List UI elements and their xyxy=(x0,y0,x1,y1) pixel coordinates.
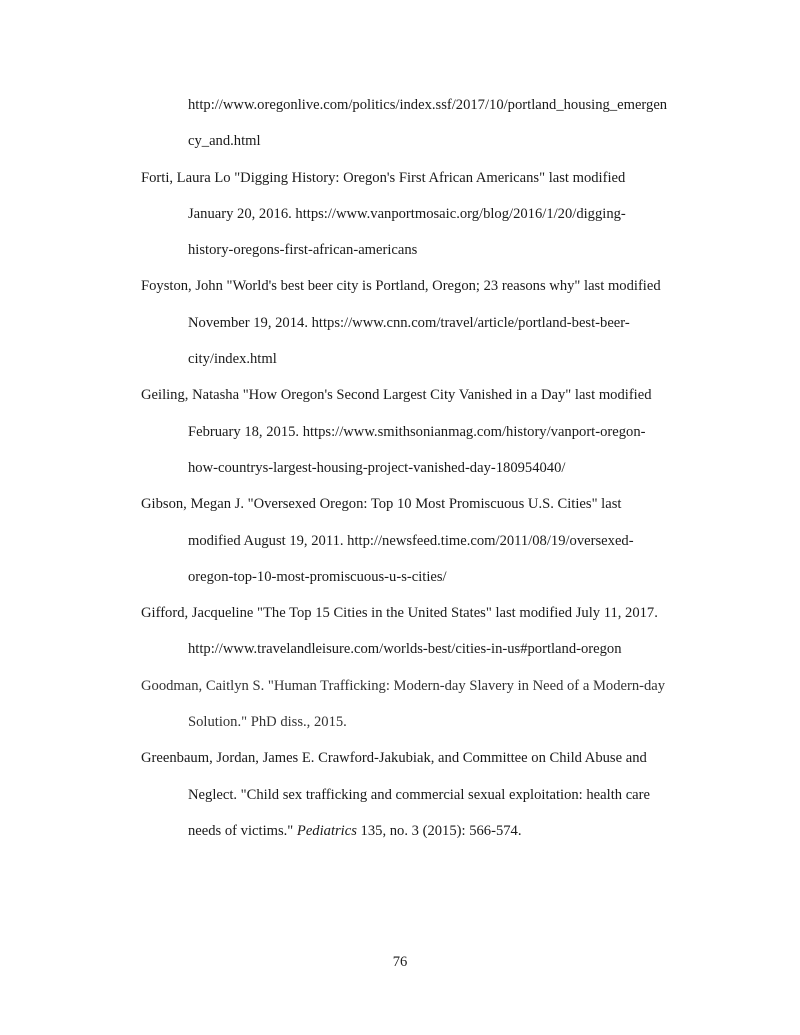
reference-line: Gibson, Megan J. "Oversexed Oregon: Top 10 Most Promiscuous U.S. Cities" last xyxy=(141,496,622,513)
reference-entry-greenbaum xyxy=(141,749,721,858)
reference-line: history-oregons-first-african-americans xyxy=(188,242,418,259)
reference-list xyxy=(141,96,721,858)
journal-title: Pediatrics xyxy=(296,822,357,839)
reference-line: cy_and.html xyxy=(188,133,261,150)
reference-entry-goodman xyxy=(141,677,721,750)
reference-line: January 20, 2016. https://www.vanportmosaic.org/blog/2016/1/20/digging- xyxy=(188,205,626,222)
reference-line: Solution." PhD diss., 2015. xyxy=(188,714,347,731)
reference-entry-oregonlive-continuation xyxy=(141,96,721,169)
reference-line: Goodman, Caitlyn S. "Human Trafficking: Modern-day Slavery in Need of a Modern-day xyxy=(141,677,666,694)
reference-line: Neglect. "Child sex trafficking and commercial sexual exploitation: health care xyxy=(188,786,650,803)
reference-line: November 19, 2014. https://www.cnn.com/travel/article/portland-best-beer- xyxy=(188,314,630,331)
reference-line: city/index.html xyxy=(188,351,277,368)
reference-line: February 18, 2015. https://www.smithsonianmag.com/history/vanport-oregon- xyxy=(188,423,646,440)
reference-line: modified August 19, 2011. http://newsfeed.time.com/2011/08/19/oversexed- xyxy=(188,532,634,549)
citation-text: 135, no. 3 (2015): 566-574. xyxy=(356,822,522,839)
reference-line: Geiling, Natasha "How Oregon's Second Largest City Vanished in a Day" last modified xyxy=(141,387,652,404)
reference-line: Gifford, Jacqueline "The Top 15 Cities in the United States" last modified July 11, 2017. xyxy=(141,605,658,622)
reference-entry-forti xyxy=(141,169,721,278)
reference-line: how-countrys-largest-housing-project-vanished-day-180954040/ xyxy=(188,459,566,476)
reference-entry-foyston xyxy=(141,277,721,386)
citation-text: needs of victims." xyxy=(188,822,297,839)
reference-entry-geiling xyxy=(141,386,721,495)
reference-entry-gifford xyxy=(141,604,721,677)
reference-line: http://www.travelandleisure.com/worlds-best/cities-in-us#portland-oregon xyxy=(188,641,622,658)
reference-line: Foyston, John "World's best beer city is Portland, Oregon; 23 reasons why" last modified xyxy=(141,278,661,295)
reference-line: Greenbaum, Jordan, James E. Crawford-Jakubiak, and Committee on Child Abuse and xyxy=(141,750,647,767)
reference-line: oregon-top-10-most-promiscuous-u-s-cities/ xyxy=(188,568,447,585)
reference-entry-gibson xyxy=(141,495,721,604)
page-number: 76 xyxy=(392,954,408,970)
reference-line: http://www.oregonlive.com/politics/index.ssf/2017/10/portland_housing_emergen xyxy=(188,97,668,113)
reference-line xyxy=(141,822,721,858)
reference-line: Forti, Laura Lo "Digging History: Oregon's First African Americans" last modified xyxy=(141,169,626,186)
